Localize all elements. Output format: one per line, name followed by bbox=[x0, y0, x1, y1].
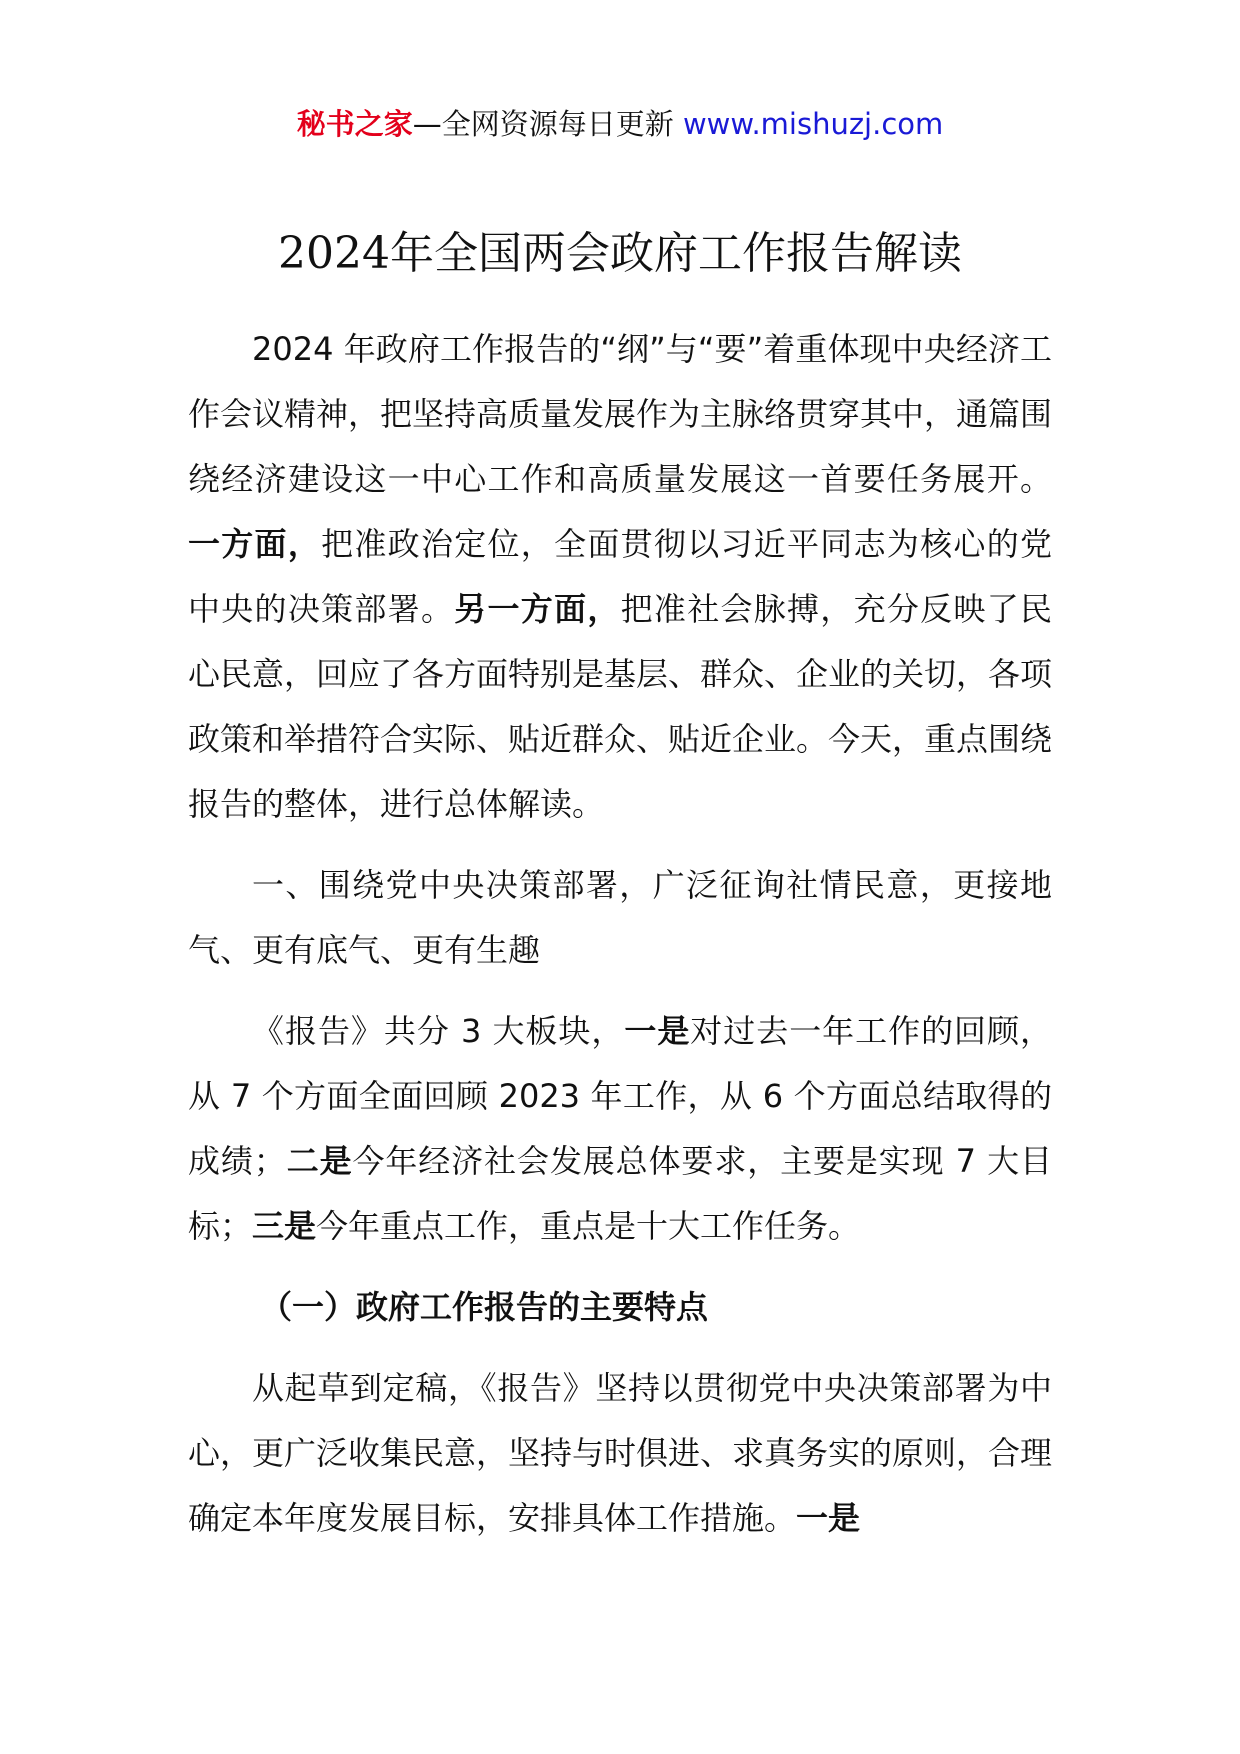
paragraph-text: 从起草到定稿，《报告》坚持以贯彻党中央决策部署为中心，更广泛收集民意，坚持与时俱进、求真务实的原则，合理确定本年度发展目标，安排具体工作措施。 bbox=[188, 1369, 1053, 1537]
site-url-link[interactable]: www.mishuzj.com bbox=[682, 107, 944, 141]
emphasis-text: 一是 bbox=[624, 1012, 691, 1050]
emphasis-text: 一是 bbox=[796, 1499, 861, 1537]
paragraph-intro bbox=[188, 317, 1052, 837]
paragraph-features bbox=[188, 1356, 1052, 1551]
emphasis-text: 三是 bbox=[252, 1207, 317, 1245]
title-year: 2024 bbox=[278, 228, 390, 279]
section-heading-1: 一、围绕党中央决策部署，广泛征询社情民意，更接地气、更有底气、更有生趣 bbox=[188, 866, 1052, 969]
paragraph-text: 今年重点工作，重点是十大工作任务。 bbox=[316, 1207, 861, 1245]
document-body bbox=[188, 317, 1052, 1551]
paragraph-text: 把准社会脉搏，充分反映了民心民意，回应了各方面特别是基层、群众、企业的关切，各项政策和举措符合实际、贴近群众、贴近企业。今天，重点围绕报告的整体，进行总体解读。 bbox=[188, 590, 1053, 823]
emphasis-text: 另一方面， bbox=[454, 590, 621, 628]
paragraph-text: 2024 年政府工作报告的“纲”与“要”着重体现中央经济工作会议精神，把坚持高质量发展作为主脉络贯穿其中，通篇围绕经济建设这一中心工作和高质量发展这一首要任务展开。 bbox=[188, 330, 1053, 498]
emphasis-text: 一方面， bbox=[188, 525, 322, 563]
subsection-heading-1: （一）政府工作报告的主要特点 bbox=[260, 1288, 709, 1326]
paragraph-text: 今年经济社会发展总体要求，主要是实现 7 大目标； bbox=[188, 1142, 1052, 1245]
paragraph-text: 对过去一年工作的回顾，从 7 个方面全面回顾 2023 年工作，从 6 个方面总结取得的成绩； bbox=[188, 1012, 1052, 1180]
brand-name: 秘书之家 bbox=[296, 107, 413, 141]
header-tagline: —全网资源每日更新 bbox=[412, 107, 683, 141]
site-header bbox=[0, 102, 1240, 146]
paragraph-text: 《报告》共分 3 大板块， bbox=[252, 1012, 625, 1050]
title-text: 年全国两会政府工作报告解读 bbox=[389, 228, 962, 279]
paragraph-structure bbox=[188, 999, 1052, 1259]
document-title bbox=[0, 224, 1240, 284]
paragraph-text: 把准政治定位，全面贯彻以习近平同志为核心的党中央的决策部署。 bbox=[188, 525, 1052, 628]
emphasis-text: 二是 bbox=[285, 1142, 353, 1180]
